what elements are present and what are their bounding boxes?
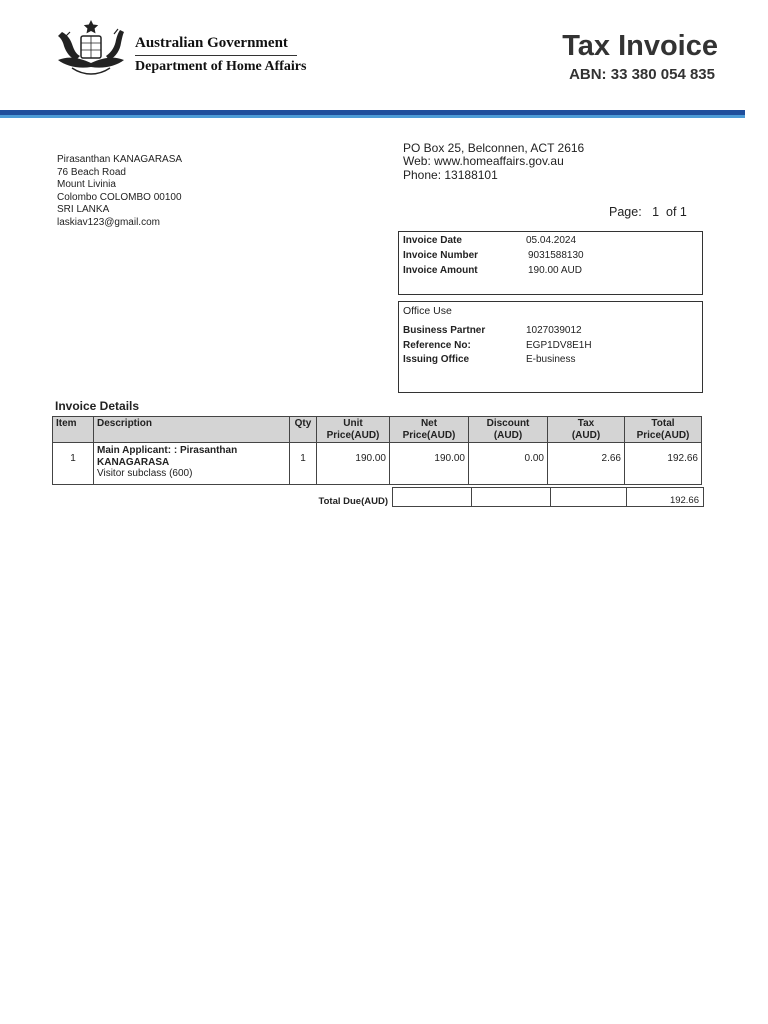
col-tax	[548, 417, 625, 443]
business-partner-value: 1027039012	[526, 325, 582, 336]
col-total-price-line2: Price(AUD)	[636, 429, 690, 441]
issuer-po-box: PO Box 25, Belconnen, ACT 2616	[403, 141, 585, 155]
table-row	[53, 443, 702, 485]
col-net-price	[390, 417, 469, 443]
col-net-price-line2: Price(AUD)	[402, 429, 456, 441]
row-discount: 0.00	[469, 443, 548, 485]
total-due-value: 192.66	[669, 495, 699, 506]
col-unit-price	[317, 417, 390, 443]
document-title: Tax Invoice	[562, 30, 718, 62]
page-current: 1	[652, 205, 660, 219]
col-discount	[469, 417, 548, 443]
recipient-address	[57, 154, 182, 230]
col-qty: Qty	[290, 417, 317, 443]
recipient-city: Colombo COLOMBO 00100	[57, 191, 182, 203]
col-item: Item	[53, 417, 94, 443]
invoice-date-value: 05.04.2024	[526, 235, 577, 246]
col-total-price	[625, 417, 702, 443]
issuing-office-value: E-business	[526, 354, 576, 365]
col-tax-line2: (AUD)	[571, 429, 601, 441]
issuer-address	[403, 142, 584, 182]
col-unit-price-line2: Price(AUD)	[326, 429, 380, 441]
reference-no-label: Reference No:	[403, 340, 471, 351]
issuer-website: Web: www.homeaffairs.gov.au	[403, 154, 564, 169]
government-wordmark	[135, 34, 306, 75]
invoice-details-title: Invoice Details	[55, 399, 140, 413]
invoice-number-label: Invoice Number	[403, 250, 479, 261]
wordmark-divider	[135, 55, 297, 56]
col-discount-line2: (AUD)	[493, 429, 523, 441]
row-description	[94, 443, 290, 485]
col-net-price-line1: Net	[420, 418, 438, 429]
row-qty: 1	[290, 443, 317, 485]
row-total: 192.66	[625, 443, 702, 485]
department-name: Department of Home Affairs	[135, 59, 307, 74]
col-unit-price-line1: Unit	[343, 418, 363, 429]
header-band-accent	[0, 115, 745, 118]
abn-number: ABN: 33 380 054 835	[569, 66, 715, 83]
invoice-details-table	[52, 416, 702, 485]
government-name: Australian Government	[135, 35, 288, 51]
invoice-amount-label: Invoice Amount	[403, 265, 478, 276]
row-net-price: 190.00	[390, 443, 469, 485]
coat-of-arms-icon	[52, 16, 130, 78]
office-use-heading: Office Use	[403, 305, 452, 317]
col-total-price-line1: Total	[651, 418, 675, 429]
issuing-office-label: Issuing Office	[403, 354, 470, 365]
total-discount-cell	[471, 487, 551, 507]
col-description: Description	[94, 417, 290, 443]
col-tax-line1: Tax	[577, 418, 595, 429]
invoice-number-value: 9031588130	[528, 250, 584, 261]
recipient-email: laskiav123@gmail.com	[57, 216, 160, 228]
row-tax: 2.66	[548, 443, 625, 485]
issuer-phone: Phone: 13188101	[403, 167, 498, 182]
total-tax-cell	[550, 487, 627, 507]
total-net-cell	[392, 487, 472, 507]
page-indicator	[609, 205, 687, 219]
total-due-label: Total Due(AUD)	[318, 496, 388, 507]
invoice-date-label: Invoice Date	[403, 235, 462, 246]
recipient-name: Pirasanthan KANAGARASA	[57, 154, 183, 165]
row-unit-price: 190.00	[317, 443, 390, 485]
invoice-info-box	[398, 231, 703, 295]
recipient-street: 76 Beach Road	[57, 166, 126, 178]
table-header-row	[53, 417, 702, 443]
row-desc-applicant: Main Applicant: : Pirasanthan	[97, 445, 238, 456]
row-item: 1	[53, 443, 94, 485]
col-discount-line1: Discount	[486, 418, 530, 429]
reference-no-value: EGP1DV8E1H	[526, 340, 592, 351]
page-label: Page:	[609, 205, 642, 219]
row-desc-visa: Visitor subclass (600)	[97, 468, 193, 479]
business-partner-label: Business Partner	[403, 325, 486, 336]
recipient-country: SRI LANKA	[57, 204, 110, 216]
page-total: of 1	[666, 205, 687, 219]
total-due-cell	[626, 487, 704, 507]
row-desc-applicant-surname: KANAGARASA	[97, 456, 170, 468]
recipient-suburb: Mount Livinia	[57, 179, 116, 191]
invoice-amount-value: 190.00 AUD	[528, 265, 582, 276]
office-use-box	[398, 301, 703, 393]
